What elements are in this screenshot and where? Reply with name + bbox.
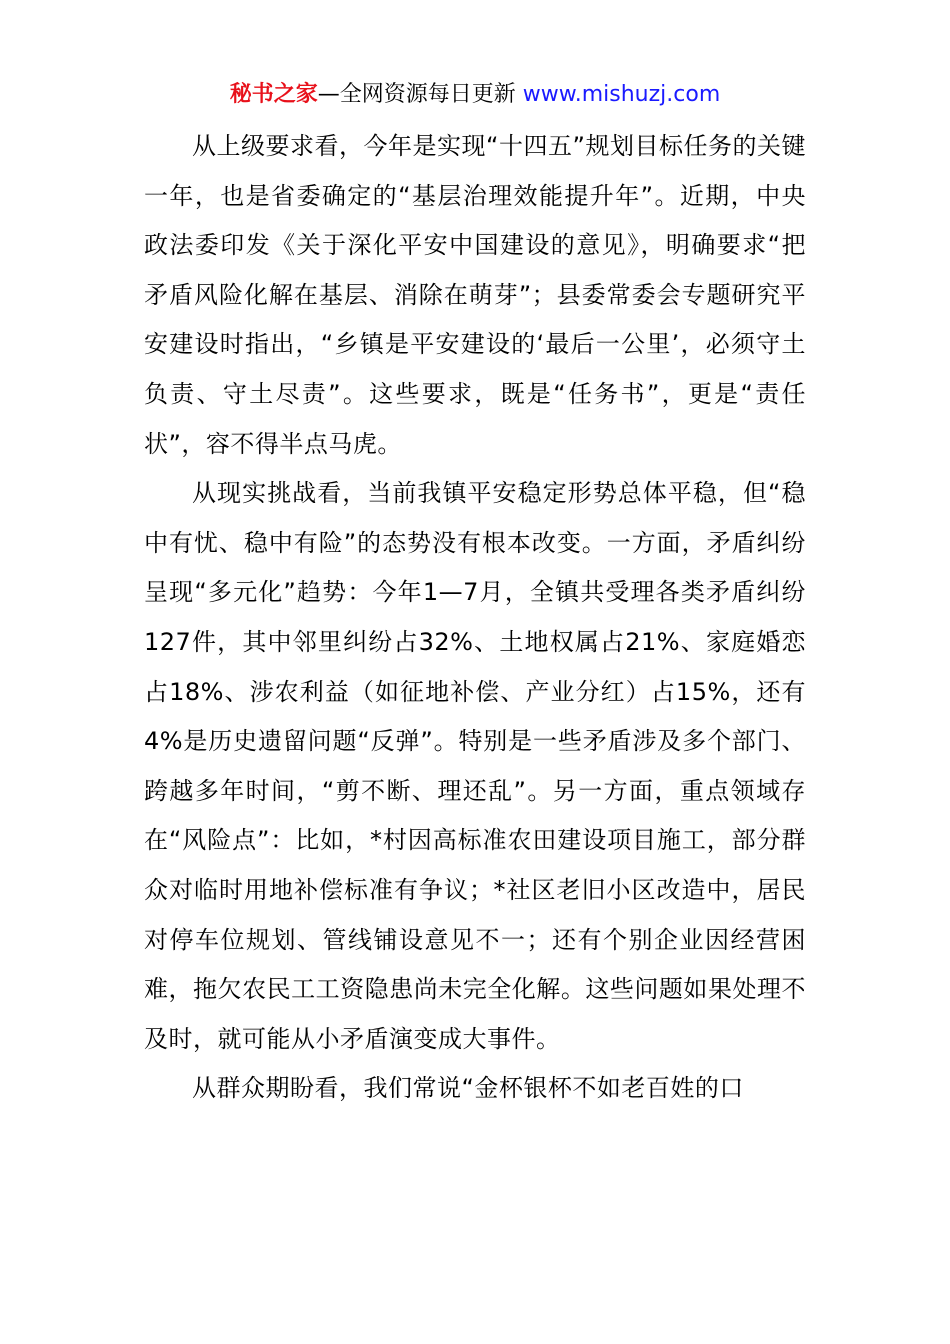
page-header: [0, 80, 950, 110]
paragraph-3: 从群众期盼看，我们常说“金杯银杯不如老百姓的口: [192, 1074, 744, 1103]
header-tagline: —全网资源每日更新: [317, 82, 516, 107]
document-body: [144, 122, 806, 1114]
paragraph-2: 从现实挑战看，当前我镇平安稳定形势总体平稳，但“稳中有忧、稳中有险”的态势没有根本改变。一方面，矛盾纠纷呈现“多元化”趋势：今年1—7月，全镇共受理各类矛盾纠纷127件，其中邻里纠纷占32%、土地权属占21%、家庭婚恋占18%、涉农利益（如征地补偿、产业分红）占15%，还有4%是历史遗留问题“反弹”。特别是一些矛盾涉及多个部门、跨越多年时间，“剪不断、理还乱”。另一方面，重点领域存在“风险点”：比如，*村因高标准农田建设项目施工，部分群众对临时用地补偿标准有争议；*社区老旧小区改造中，居民对停车位规划、管线铺设意见不一；还有个别企业因经营困难，拖欠农民工工资隐患尚未完全化解。这些问题如果处理不及时，就可能从小矛盾演变成大事件。: [144, 479, 806, 1053]
paragraph-1: 从上级要求看，今年是实现“十四五”规划目标任务的关键一年，也是省委确定的“基层治理效能提升年”。近期，中央政法委印发《关于深化平安中国建设的意见》，明确要求“把矛盾风险化解在基层、消除在萌芽”；县委常委会专题研究平安建设时指出，“乡镇是平安建设的‘最后一公里’，必须守土负责、守土尽责”。这些要求，既是“任务书”，更是“责任状”，容不得半点马虎。: [144, 132, 806, 458]
header-brand: 秘书之家: [229, 82, 318, 107]
header-site-link[interactable]: www.mishuzj.com: [515, 82, 721, 107]
